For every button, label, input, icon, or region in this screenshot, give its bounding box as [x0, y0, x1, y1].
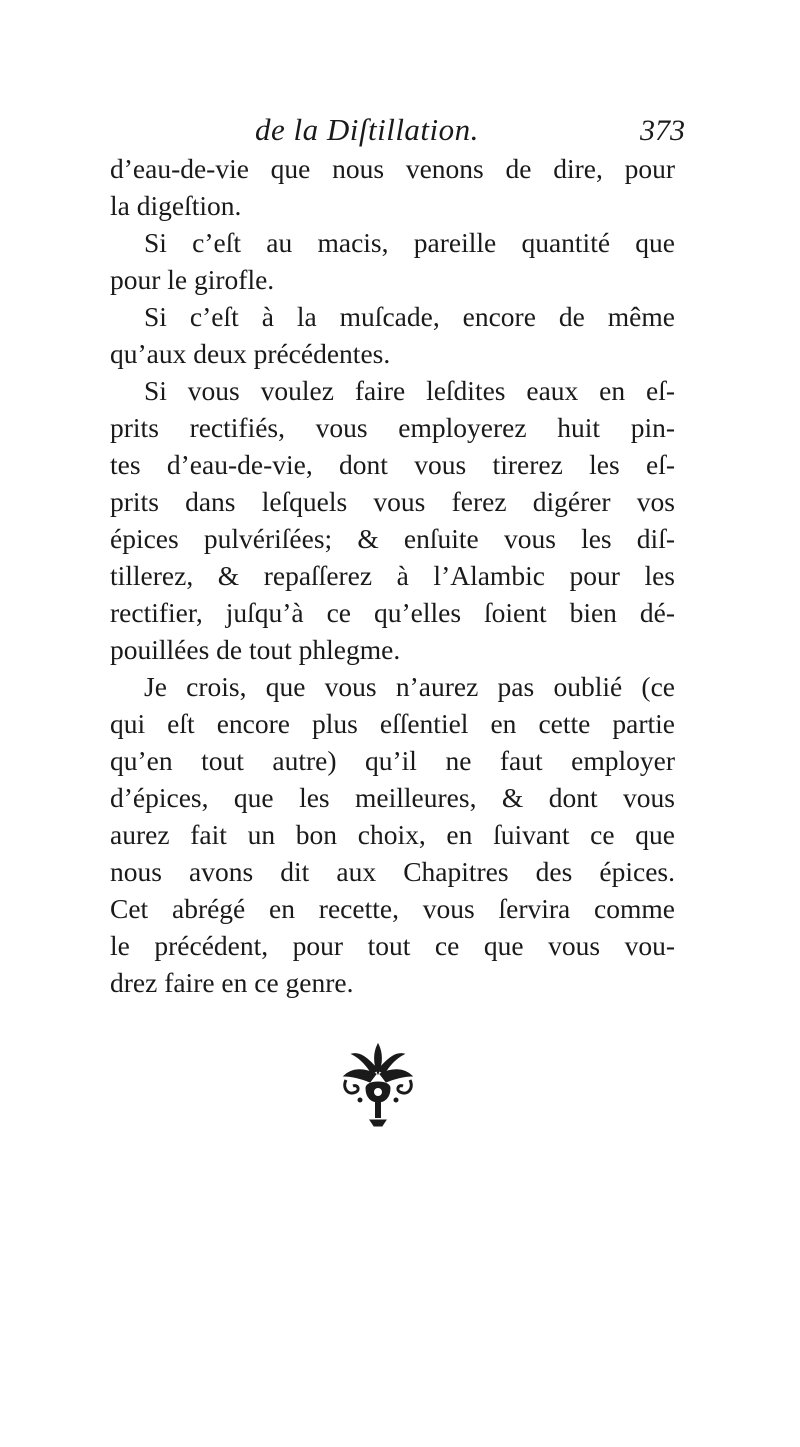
running-head	[110, 112, 685, 152]
body-text	[110, 150, 675, 1001]
text-line: rectifier, juſqu’à ce qu’elles ſoient bien dé-	[110, 597, 675, 628]
fleuron-icon	[338, 1040, 418, 1130]
text-line: prits rectifiés, vous employerez huit pin-	[110, 412, 675, 443]
text-line: la digeſtion.	[110, 190, 242, 221]
text-line: Cet abrégé en recette, vous ſervira comme	[110, 893, 675, 924]
text-line: qu’aux deux précédentes.	[110, 338, 391, 369]
text-line: qui eſt encore plus eſſentiel en cette partie	[110, 708, 675, 739]
text-line: nous avons dit aux Chapitres des épices.	[110, 856, 675, 887]
text-line: Je crois, que vous n’aurez pas oublié (ce	[144, 671, 675, 702]
text-line: Si c’eſt au macis, pareille quantité que	[144, 227, 675, 258]
text-line: Si vous voulez faire leſdites eaux en eſ-	[144, 375, 675, 406]
text-line: qu’en tout autre) qu’il ne faut employer	[110, 745, 675, 776]
text-line: d’épices, que les meilleures, & dont vous	[110, 782, 675, 813]
text-line: tillerez, & repaſſerez à l’Alambic pour les	[110, 560, 675, 591]
text-line: tes d’eau-de-vie, dont vous tirerez les eſ-	[110, 449, 675, 480]
text-line: prits dans leſquels vous ferez digérer vos	[110, 486, 675, 517]
text-line: pour le girofle.	[110, 264, 275, 295]
text-line: aurez fait un bon choix, en ſuivant ce que	[110, 819, 675, 850]
text-line: drez faire en ce genre.	[110, 967, 354, 998]
text-line: Si c’eſt à la muſcade, encore de même	[144, 301, 675, 332]
page-number: 373	[640, 114, 685, 147]
text-line: pouillées de tout phlegme.	[110, 634, 401, 665]
text-line: le précédent, pour tout ce que vous vou-	[110, 930, 675, 961]
text-line: d’eau-de-vie que nous venons de dire, pour	[110, 153, 675, 184]
text-line: épices pulvériſées; & enſuite vous les diſ-	[110, 523, 675, 554]
running-title: de la Diſtillation.	[255, 112, 479, 147]
